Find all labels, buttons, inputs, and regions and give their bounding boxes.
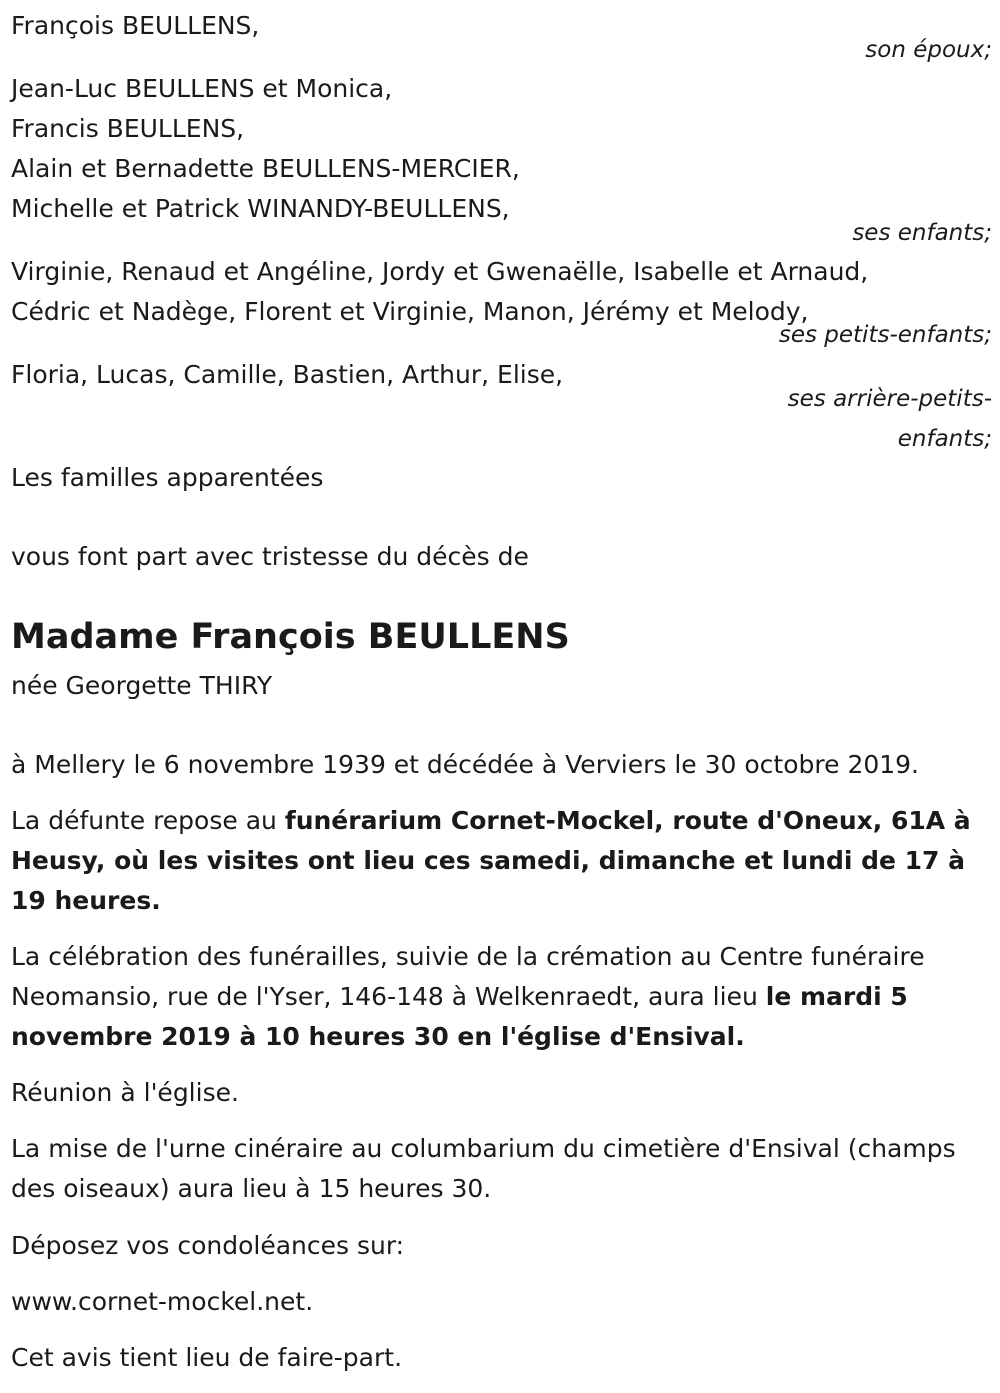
resting-place-details: funérarium Cornet-Mockel, route d'Oneux, 61A à Heusy, où les visites ont lieu ces samedi, dimanche et lundi de 17 à 19 heures.: [11, 806, 971, 915]
deceased-name: Madame François BEULLENS: [11, 617, 570, 657]
birth-death-info: à Mellery le 6 novembre 1939 et décédée à Verviers le 30 octobre 2019.: [11, 750, 920, 779]
resting-place-intro: La défunte repose au: [11, 806, 285, 835]
ceremony-paragraph: [11, 937, 986, 1057]
great-grandchildren-role-line-2: enfants;: [897, 426, 992, 452]
closing-note: Cet avis tient lieu de faire-part.: [11, 1343, 403, 1372]
grandchildren-line-1: Virginie, Renaud et Angéline, Jordy et Gwenaëlle, Isabelle et Arnaud,: [11, 257, 869, 286]
child-3: Alain et Bernadette BEULLENS-MERCIER,: [11, 154, 520, 183]
urn-paragraph: La mise de l'urne cinéraire au columbarium du cimetière d'Ensival (champs des oiseaux) aura lieu à 15 heures 30.: [11, 1134, 956, 1203]
grandchildren-line-2: Cédric et Nadège, Florent et Virginie, Manon, Jérémy et Melody,: [11, 297, 809, 326]
ceremony-intro: La célébration des funérailles, suivie de la crémation au Centre funéraire Neomansio, rue de l'Yser, 146-148 à Welkenraedt, aura lieu: [11, 942, 925, 1011]
children-role: ses enfants;: [852, 220, 992, 246]
great-grandchildren-role-line-1: ses arrière-petits-: [787, 386, 992, 412]
related-families: Les familles apparentées: [11, 463, 324, 492]
meeting-note: Réunion à l'église.: [11, 1078, 239, 1107]
resting-place-paragraph: [11, 801, 986, 921]
great-grandchildren: Floria, Lucas, Camille, Bastien, Arthur, Elise,: [11, 360, 564, 389]
condolences-label: Déposez vos condoléances sur:: [11, 1231, 405, 1260]
website-link[interactable]: www.cornet-mockel.net.: [11, 1287, 314, 1316]
spouse-name: François BEULLENS,: [11, 11, 260, 40]
child-1: Jean-Luc BEULLENS et Monica,: [11, 74, 393, 103]
grandchildren-role: ses petits-enfants;: [778, 322, 992, 348]
ceremony-date-place: le mardi 5 novembre 2019 à 10 heures 30 en l'église d'Ensival.: [11, 982, 908, 1051]
child-4: Michelle et Patrick WINANDY-BEULLENS,: [11, 194, 510, 223]
announcement: vous font part avec tristesse du décès de: [11, 542, 529, 571]
birth-name: née Georgette THIRY: [11, 671, 273, 700]
spouse-role: son époux;: [865, 37, 992, 63]
child-2: Francis BEULLENS,: [11, 114, 245, 143]
